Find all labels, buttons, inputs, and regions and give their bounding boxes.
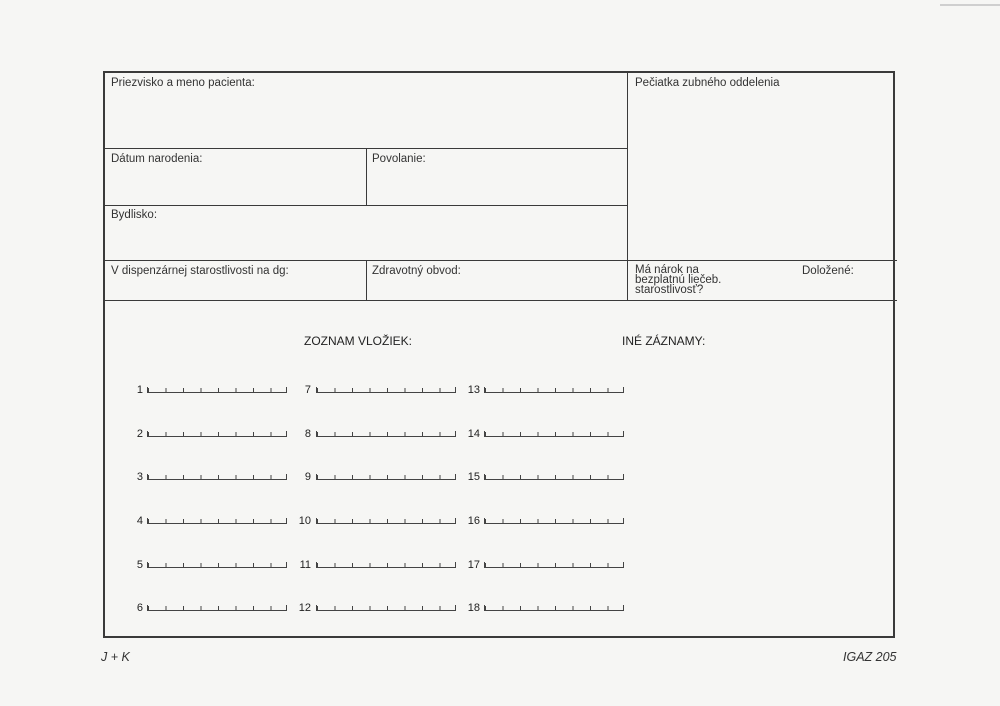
footer-left-mark: J + K: [101, 650, 130, 664]
insert-number: 13: [467, 384, 480, 396]
page-edge-mark: [940, 4, 1000, 6]
insert-entry-field[interactable]: [484, 562, 624, 568]
insert-number: 12: [298, 602, 311, 614]
insert-number: 11: [299, 559, 311, 571]
insert-number: 1: [136, 384, 143, 396]
stamp-label: Pečiatka zubného oddelenia: [635, 77, 780, 89]
insert-number: 16: [467, 515, 480, 527]
inserts-list-title: ZOZNAM VLOŽIEK:: [304, 334, 413, 348]
insert-entry-field[interactable]: [147, 562, 287, 568]
insert-entry-field[interactable]: [484, 474, 624, 480]
insert-entry-field[interactable]: [316, 562, 456, 568]
dispensary-label: V dispenzárnej starostlivosti na dg:: [111, 265, 289, 277]
divider-birth-occupation: [366, 148, 367, 205]
insert-entry-field[interactable]: [147, 474, 287, 480]
birth-date-label: Dátum narodenia:: [111, 153, 203, 165]
submitted-label: Doložené:: [802, 265, 854, 277]
other-records-title: INÉ ZÁZNAMY:: [622, 334, 706, 348]
insert-entry-field[interactable]: [316, 605, 456, 611]
entitlement-label: Má nárok na bezplatnú liečeb. starostlivosť?: [635, 264, 722, 296]
insert-entry-field[interactable]: [316, 387, 456, 393]
patient-name-label: Priezvisko a meno pacienta:: [111, 77, 255, 89]
insert-entry-field[interactable]: [147, 431, 287, 437]
occupation-label: Povolanie:: [372, 153, 426, 165]
insert-entry-field[interactable]: [147, 387, 287, 393]
insert-entry-field[interactable]: [147, 518, 287, 524]
insert-number: 15: [467, 471, 480, 483]
form-code: IGAZ 205: [843, 650, 897, 664]
insert-number: 4: [136, 515, 143, 527]
insert-number: 3: [136, 471, 143, 483]
insert-number: 7: [304, 384, 311, 396]
insert-number: 18: [467, 602, 480, 614]
insert-entry-field[interactable]: [316, 431, 456, 437]
insert-number: 2: [136, 428, 143, 440]
insert-number: 14: [467, 428, 480, 440]
insert-number: 5: [136, 559, 143, 571]
divider-dispensary-district: [366, 260, 367, 300]
insert-number: 8: [304, 428, 311, 440]
insert-entry-field[interactable]: [147, 605, 287, 611]
insert-entry-field[interactable]: [316, 518, 456, 524]
insert-number: 10: [298, 515, 311, 527]
divider-row-3: [105, 260, 897, 261]
patient-record-form: [103, 71, 895, 638]
insert-number: 17: [467, 559, 480, 571]
insert-entry-field[interactable]: [484, 605, 624, 611]
insert-entry-field[interactable]: [316, 474, 456, 480]
insert-number: 6: [136, 602, 143, 614]
divider-stamp-column: [627, 73, 628, 300]
insert-entry-field[interactable]: [484, 431, 624, 437]
insert-entry-field[interactable]: [484, 518, 624, 524]
address-label: Bydlisko:: [111, 209, 158, 221]
divider-row-4: [105, 300, 897, 301]
insert-entry-field[interactable]: [484, 387, 624, 393]
divider-row-2: [105, 205, 627, 206]
insert-number: 9: [304, 471, 311, 483]
health-district-label: Zdravotný obvod:: [372, 265, 461, 277]
